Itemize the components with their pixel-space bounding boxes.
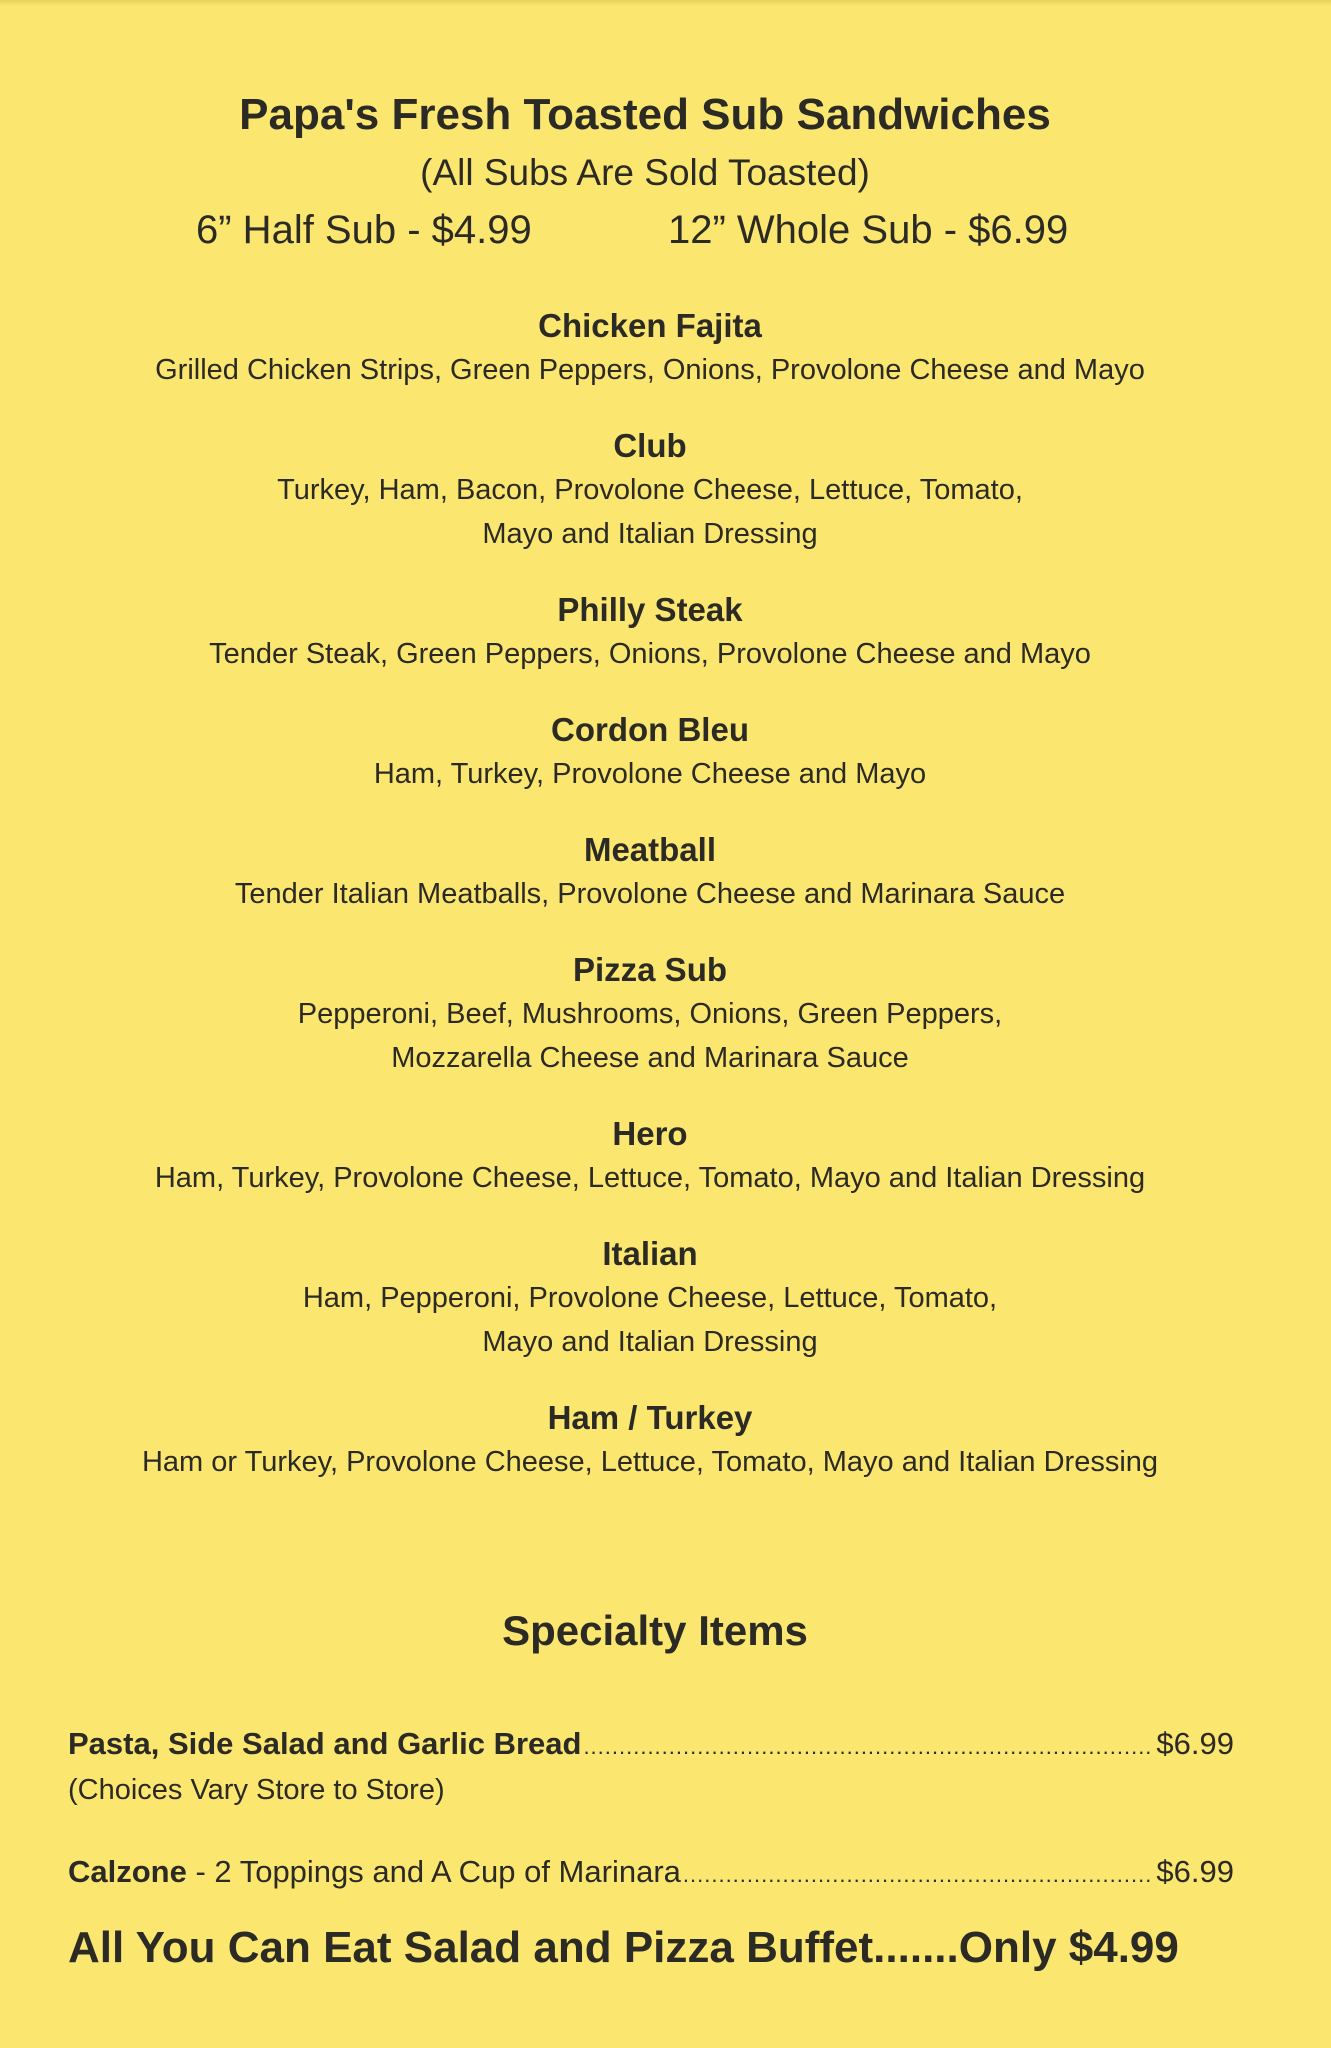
menu-title: Papa's Fresh Toasted Sub Sandwiches bbox=[239, 90, 1051, 139]
sandwich-name: Hero bbox=[612, 1115, 688, 1152]
sandwich-desc: Ham or Turkey, Provolone Cheese, Lettuce, Tomato, Mayo and Italian Dressing bbox=[141, 1446, 1159, 1478]
buffet-offer: All You Can Eat Salad and Pizza Buffet.......Only $4.99 bbox=[68, 1923, 1179, 1972]
sandwich-desc: Grilled Chicken Strips, Green Peppers, Onions, Provolone Cheese and Mayo bbox=[155, 354, 1145, 386]
sandwich-name: Philly Steak bbox=[557, 591, 743, 628]
specialty-item-pasta bbox=[68, 1722, 1234, 1769]
specialty-item-name: Pasta, Side Salad and Garlic Bread bbox=[68, 1726, 582, 1761]
sandwich-item bbox=[0, 828, 1300, 916]
sandwich-item bbox=[0, 1232, 1300, 1364]
sandwich-item bbox=[0, 1396, 1300, 1484]
sub-prices bbox=[0, 208, 1331, 258]
sandwich-name: Club bbox=[613, 427, 687, 464]
sandwich-item bbox=[0, 424, 1300, 556]
sandwich-desc: Mozzarella Cheese and Marinara Sauce bbox=[391, 1042, 909, 1074]
sandwich-name: Cordon Bleu bbox=[551, 711, 749, 748]
sandwich-desc: Ham, Turkey, Provolone Cheese and Mayo bbox=[373, 758, 927, 790]
whole-sub-price: 12” Whole Sub - $6.99 bbox=[668, 208, 1069, 252]
paper-edge bbox=[0, 0, 1331, 6]
sandwich-desc: Ham, Turkey, Provolone Cheese, Lettuce, Tomato, Mayo and Italian Dressing bbox=[154, 1162, 1146, 1194]
sandwich-desc: Pepperoni, Beef, Mushrooms, Onions, Green Peppers, bbox=[297, 998, 1003, 1030]
sandwich-desc: Tender Italian Meatballs, Provolone Cheese and Marinara Sauce bbox=[234, 878, 1066, 910]
sandwich-item bbox=[0, 588, 1300, 676]
sandwich-item bbox=[0, 1112, 1300, 1200]
sandwich-name: Meatball bbox=[583, 831, 717, 868]
dot-leader bbox=[583, 1725, 1154, 1769]
sandwich-item bbox=[0, 708, 1300, 796]
sandwich-desc: Mayo and Italian Dressing bbox=[482, 1326, 818, 1358]
sandwich-item bbox=[0, 948, 1300, 1080]
sandwich-item bbox=[0, 304, 1300, 392]
sandwich-desc: Mayo and Italian Dressing bbox=[482, 518, 818, 550]
specialty-item-name: Calzone bbox=[68, 1854, 187, 1889]
menu-subtitle: (All Subs Are Sold Toasted) bbox=[420, 152, 870, 193]
specialty-item-price: $6.99 bbox=[1156, 1854, 1234, 1889]
sandwich-desc: Ham, Pepperoni, Provolone Cheese, Lettuce, Tomato, bbox=[302, 1282, 998, 1314]
sandwich-name: Italian bbox=[602, 1235, 698, 1272]
dot-leader bbox=[683, 1853, 1155, 1897]
sandwich-desc: Tender Steak, Green Peppers, Onions, Provolone Cheese and Mayo bbox=[209, 638, 1091, 670]
sandwich-list bbox=[0, 304, 1300, 1516]
sandwich-name: Chicken Fajita bbox=[538, 307, 762, 344]
specialty-item-desc: - 2 Toppings and A Cup of Marinara bbox=[186, 1854, 681, 1889]
specialty-item-note: (Choices Vary Store to Store) bbox=[68, 1774, 445, 1806]
specialty-item-price: $6.99 bbox=[1156, 1726, 1234, 1761]
sandwich-desc: Turkey, Ham, Bacon, Provolone Cheese, Lettuce, Tomato, bbox=[277, 474, 1023, 506]
sandwich-name: Pizza Sub bbox=[572, 951, 728, 988]
menu-header bbox=[0, 88, 1290, 196]
half-sub-price: 6” Half Sub - $4.99 bbox=[196, 208, 532, 252]
sandwich-name: Ham / Turkey bbox=[547, 1399, 753, 1436]
specialty-item-calzone bbox=[68, 1850, 1234, 1897]
specialty-heading: Specialty Items bbox=[502, 1607, 808, 1654]
